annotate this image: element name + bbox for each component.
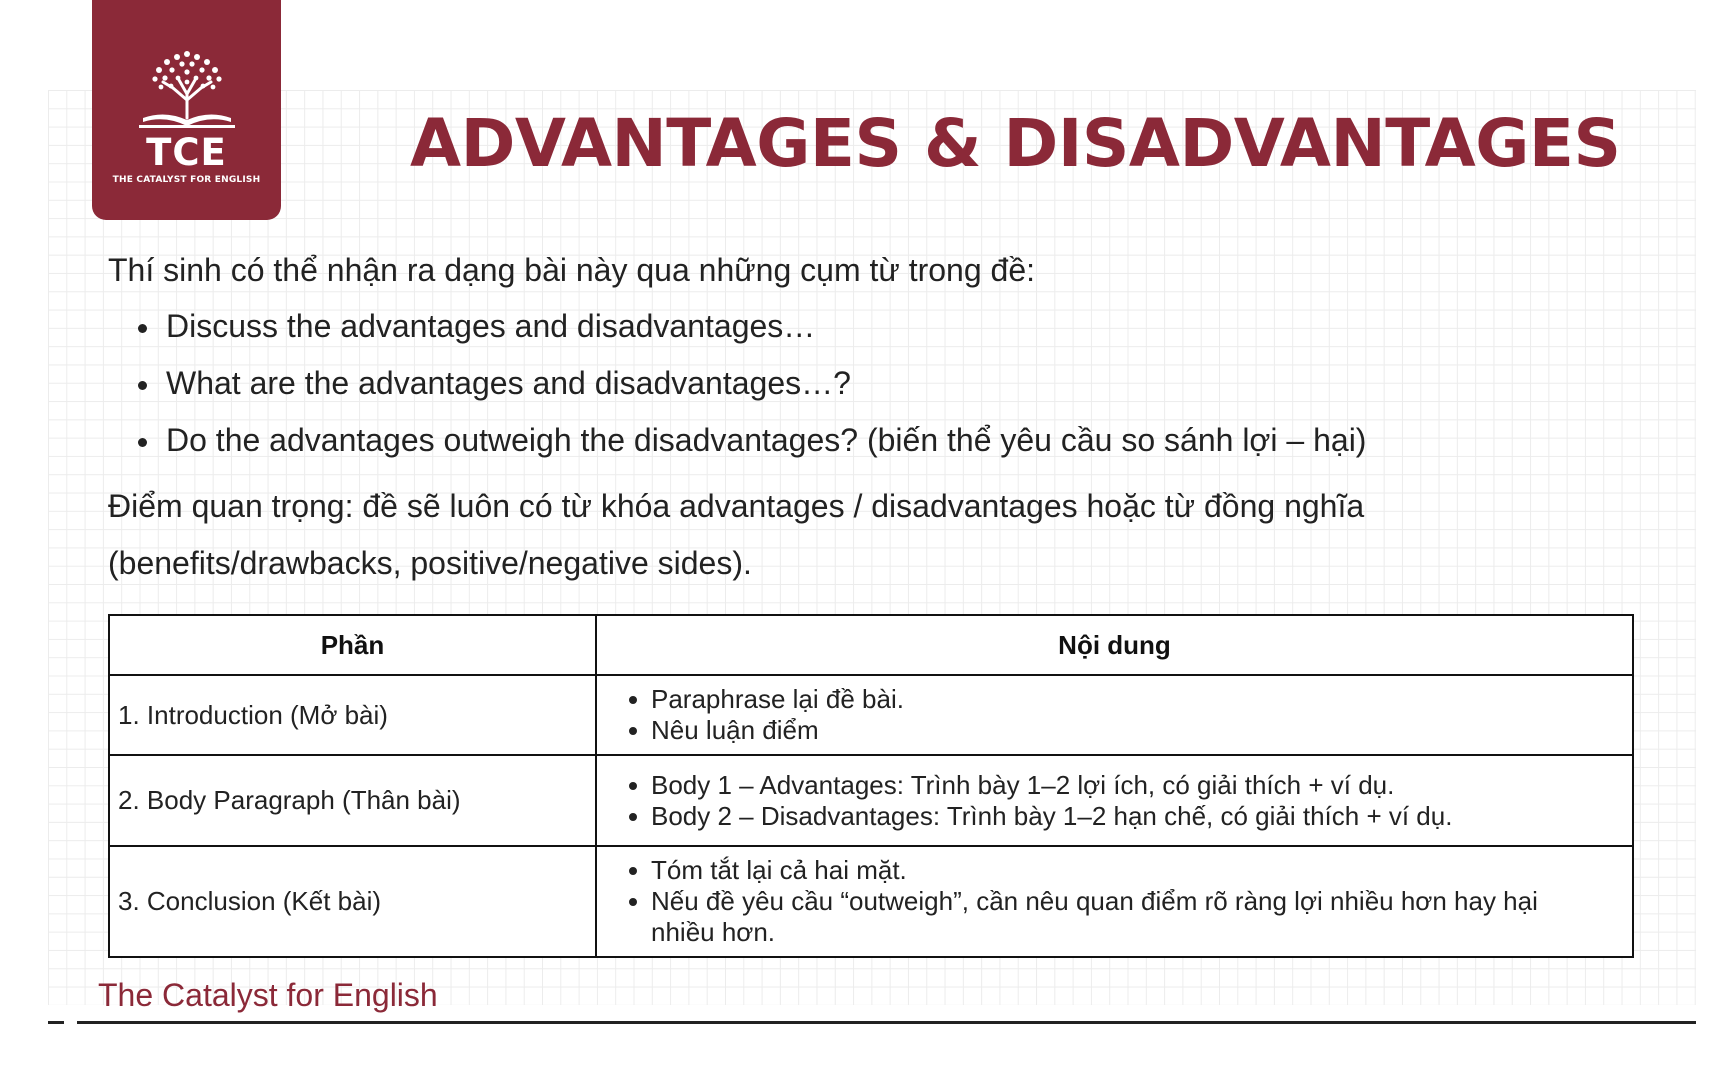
table-row bbox=[109, 755, 1633, 846]
content-item: Nếu đề yêu cầu “outweigh”, cần nêu quan điểm rõ ràng lợi nhiều hơn hay hại nhiều hơn. bbox=[627, 886, 1608, 948]
list-item: What are the advantages and disadvantages…? bbox=[138, 365, 1366, 422]
footer-brand: The Catalyst for English bbox=[98, 977, 438, 1013]
essay-structure-table bbox=[108, 614, 1634, 958]
content-cell bbox=[596, 846, 1633, 957]
key-note-line-2: (benefits/drawbacks, positive/negative sides). bbox=[108, 545, 752, 581]
content-cell bbox=[596, 755, 1633, 846]
key-note bbox=[108, 478, 1608, 592]
logo-tagline: THE CATALYST FOR ENGLISH bbox=[112, 175, 261, 185]
footer-dash bbox=[48, 1021, 64, 1024]
part-cell: 3. Conclusion (Kết bài) bbox=[109, 846, 596, 957]
list-item: Do the advantages outweigh the disadvantages? (biến thể yêu cầu so sánh lợi – hại) bbox=[138, 422, 1366, 479]
page-title: ADVANTAGES & DISADVANTAGES bbox=[410, 105, 1621, 182]
content-cell bbox=[596, 675, 1633, 755]
table-row bbox=[109, 675, 1633, 755]
tree-book-icon bbox=[135, 48, 239, 130]
part-cell: 2. Body Paragraph (Thân bài) bbox=[109, 755, 596, 846]
table-header-row bbox=[109, 615, 1633, 675]
content-item: Nêu luận điểm bbox=[627, 715, 1608, 746]
table-row bbox=[109, 846, 1633, 957]
key-note-line-1: Điểm quan trọng: đề sẽ luôn có từ khóa advantages / disadvantages hoặc từ đồng nghĩa bbox=[108, 488, 1365, 524]
header-content: Nội dung bbox=[596, 615, 1633, 675]
header-part: Phần bbox=[109, 615, 596, 675]
intro-text: Thí sinh có thể nhận ra dạng bài này qua những cụm từ trong đề: bbox=[108, 252, 1035, 288]
content-item: Body 2 – Disadvantages: Trình bày 1–2 hạn chế, có giải thích + ví dụ. bbox=[627, 801, 1608, 832]
content-item: Paraphrase lại đề bài. bbox=[627, 684, 1608, 715]
logo-wordmark: TCE bbox=[146, 131, 227, 174]
phrase-list bbox=[138, 308, 1366, 479]
logo bbox=[92, 0, 281, 220]
part-cell: 1. Introduction (Mở bài) bbox=[109, 675, 596, 755]
content-item: Body 1 – Advantages: Trình bày 1–2 lợi ích, có giải thích + ví dụ. bbox=[627, 770, 1608, 801]
footer-divider bbox=[77, 1021, 1696, 1024]
content-item: Tóm tắt lại cả hai mặt. bbox=[627, 855, 1608, 886]
list-item: Discuss the advantages and disadvantages… bbox=[138, 308, 1366, 365]
